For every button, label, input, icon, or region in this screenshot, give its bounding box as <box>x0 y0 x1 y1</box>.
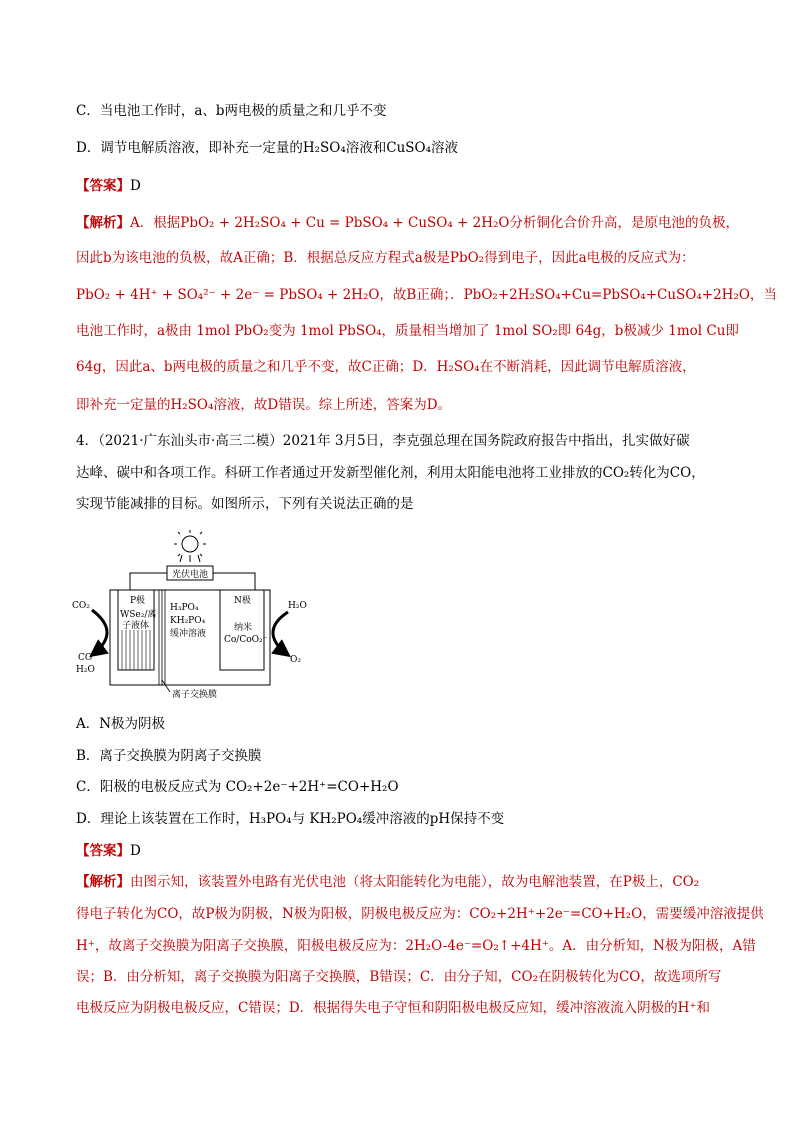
pv-label: 光伏电池 <box>171 570 209 580</box>
explanation-1-line-0 <box>76 213 739 233</box>
p-material-2: 子液体 <box>122 621 150 631</box>
n-material-2: Co/CoO₂⁻ <box>224 635 268 645</box>
buffer-2: KH₂PO₄ <box>170 616 206 626</box>
explanation-2-line-1: 得电子转化为CO，故P极为阴极，N极为阳极，阴极电极反应为：CO₂+2H⁺+2e⁻=CO+H₂O，需要缓冲溶液提供 <box>76 906 764 922</box>
explanation-1-label: 【解析】 <box>76 215 130 231</box>
q4-option-c: C．阳极的电极反应式为 CO₂+2e⁻+2H⁺=CO+H₂O <box>76 779 399 795</box>
explanation-1-line-2: PbO₂ + 4H⁺ + SO₄²⁻ + 2e⁻ = PbSO₄ + 2H₂O，故B正确；．PbO₂+2H₂SO₄+Cu=PbSO₄+CuSO₄+2H₂O，当 <box>76 287 777 303</box>
n-material-1: 纳米 <box>234 623 253 633</box>
buffer-1: H₃PO₄ <box>170 603 199 613</box>
explanation-2-line-3: 误；B．由分析知，离子交换膜为阳离子交换膜，B错误；C．由分子知，CO₂在阴极转化为CO，故选项所写 <box>76 969 722 985</box>
buffer-3: 缓冲溶液 <box>170 629 207 639</box>
answer-1-label: 【答案】 <box>76 178 130 194</box>
membrane-label: 离子交换膜 <box>172 690 218 700</box>
question-4-line-1: 达峰、碳中和各项工作。科研工作者通过开发新型催化剂，利用太阳能电池将工业排放的CO₂转化为CO， <box>76 465 705 481</box>
answer-2 <box>76 841 141 861</box>
question-4-line-2: 实现节能减排的目标。如图所示，下列有关说法正确的是 <box>76 496 414 512</box>
q4-option-b: B．离子交换膜为阴离子交换膜 <box>76 748 262 764</box>
question-4-line-0: 4．（2021·广东汕头市·高三二模）2021年 3月5日，李克强总理在国务院政府报告中指出，扎实做好碳 <box>76 433 690 449</box>
explanation-2-label: 【解析】 <box>76 874 130 890</box>
option-c-prev: C．当电池工作时，a、b两电极的质量之和几乎不变 <box>76 103 387 119</box>
p-electrode-label: P极 <box>130 596 146 606</box>
right-input: H₂O <box>288 601 307 611</box>
option-d-prev: D．调节电解质溶液，即补充一定量的H₂SO₄溶液和CuSO₄溶液 <box>76 140 458 156</box>
left-output-2: H₂O <box>76 665 95 675</box>
q4-option-d: D．理论上该装置在工作时，H₃PO₄与 KH₂PO₄缓冲溶液的pH保持不变 <box>76 811 505 827</box>
q4-option-a: A．N极为阴极 <box>76 716 166 732</box>
explanation-1-line-5: 即补充一定量的H₂SO₄溶液，故D错误。综上所述，答案为D。 <box>76 397 452 413</box>
electrolysis-diagram <box>70 530 340 700</box>
explanation-2-text-0: 由图示知，该装置外电路有光伏电池（将太阳能转化为电能），故为电解池装置，在P极上，CO₂ <box>130 874 700 890</box>
n-electrode-label: N极 <box>234 596 251 606</box>
explanation-2-line-2: H⁺，故离子交换膜为阳离子交换膜，阳极电极反应为：2H₂O-4e⁻=O₂↑+4H⁺。A．由分析知，N极为阳极，A错 <box>76 938 756 954</box>
explanation-2-line-4: 电极反应为阴极电极反应，C错误；D．根据得失电子守恒和阴阳极电极反应知，缓冲溶液流入阴极的H⁺和 <box>76 1000 711 1016</box>
right-output: O₂ <box>290 655 301 665</box>
left-arrow-icon <box>92 610 107 655</box>
left-input: CO₂ <box>72 601 90 611</box>
left-output-1: CO <box>78 653 93 663</box>
explanation-2-line-0 <box>76 872 699 892</box>
explanation-1-text-0: A．根据PbO₂ + 2H₂SO₄ + Cu = PbSO₄ + CuSO₄ + 2H₂O分析铜化合价升高，是原电池的负极， <box>130 215 739 231</box>
answer-2-value: D <box>130 843 141 859</box>
explanation-1-line-3: 电池工作时，a极由 1mol PbO₂变为 1mol PbSO₄，质量相当增加了 1mol SO₂即 64g，b极减少 1mol Cu即 <box>76 323 739 339</box>
answer-1-value: D <box>130 178 141 194</box>
explanation-1-line-4: 64g，因此a、b两电极的质量之和几乎不变，故C正确；D．H₂SO₄在不断消耗，因此调节电解质溶液， <box>76 359 696 375</box>
sun-icon <box>174 530 206 562</box>
right-arrow-icon <box>273 612 288 655</box>
answer-2-label: 【答案】 <box>76 843 130 859</box>
answer-1 <box>76 176 141 196</box>
p-material-1: WSe₂/离 <box>120 610 157 620</box>
explanation-1-line-1: 因此b为该电池的负极，故A正确；B．根据总反应方程式a极是PbO₂得到电子，因此a电极的反应式为： <box>76 250 695 266</box>
